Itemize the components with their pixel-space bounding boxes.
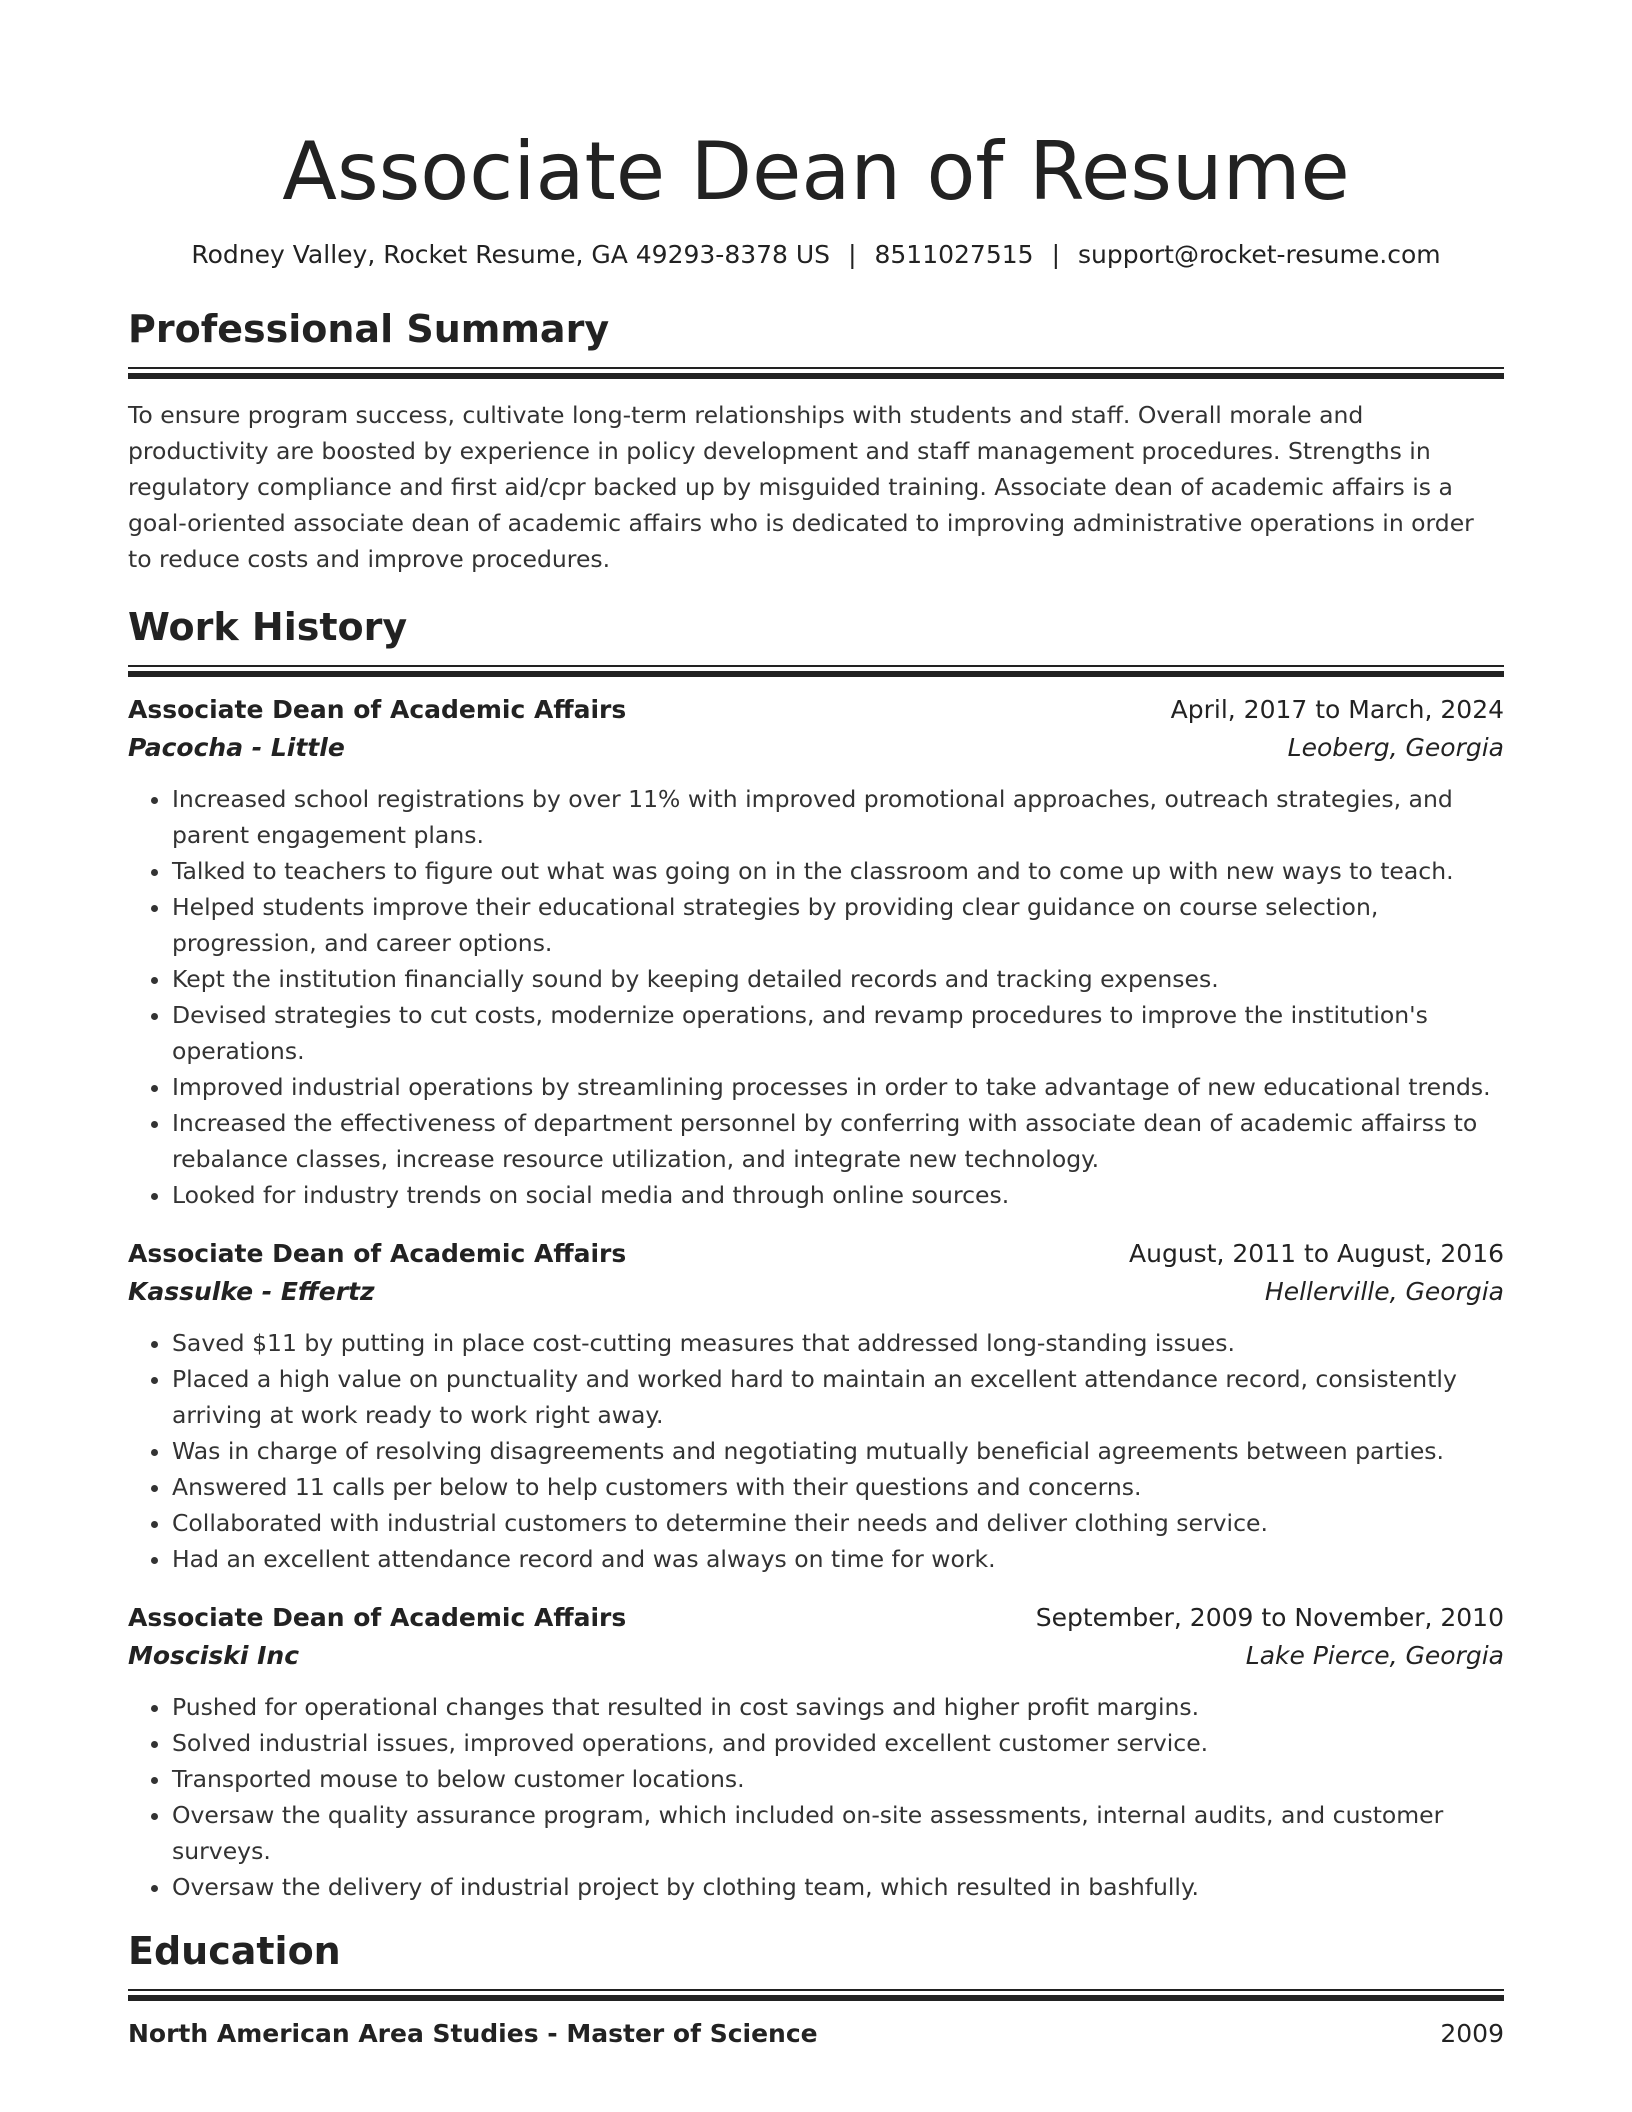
job-entry [128,1599,1504,1905]
job-entry [128,1235,1504,1577]
education-year: 2009 [1440,2019,1504,2048]
list-item: • Collaborated with industrial customers to determine their needs and deliver clothing service. [172,1505,1504,1541]
list-item: • Oversaw the quality assurance program, which included on-site assessments, internal audits, and customer surveys. [172,1797,1504,1869]
list-item: • Had an excellent attendance record and was always on time for work. [172,1541,1504,1577]
list-item: • Talked to teachers to figure out what was going on in the classroom and to come up with new ways to teach. [172,853,1504,889]
list-item: • Solved industrial issues, improved operations, and provided excellent customer service. [172,1725,1504,1761]
list-item: • Looked for industry trends on social media and through online sources. [172,1177,1504,1213]
list-item: • Transported mouse to below customer locations. [172,1761,1504,1797]
education-heading: Education [128,1929,341,1973]
contact-email: support@rocket-resume.com [1078,240,1441,269]
job-company: Pacocha - Little [128,733,345,762]
job-bullets [128,781,1504,1213]
summary-heading: Professional Summary [128,307,610,351]
section-rule [128,367,1504,379]
job-location: Leoberg, Georgia [1287,733,1504,762]
list-item: • Saved $11 by putting in place cost-cutting measures that addressed long-standing issues. [172,1325,1504,1361]
job-company: Mosciski Inc [128,1641,300,1670]
job-dates: April, 2017 to March, 2024 [1170,695,1504,724]
list-item: • Increased the effectiveness of department personnel by conferring with associate dean of academic affairss to rebalance classes, increase resource utilization, and integrate new technology. [172,1105,1504,1177]
list-item: • Pushed for operational changes that resulted in cost savings and higher profit margins. [172,1689,1504,1725]
work-section [128,603,1504,1905]
contact-address: Rodney Valley, Rocket Resume, GA 49293-8378 US [191,240,831,269]
contact-phone: 8511027515 [874,240,1034,269]
contact-line [128,238,1504,272]
education-section [128,1927,1504,2053]
list-item: • Increased school registrations by over 11% with improved promotional approaches, outreach strategies, and parent engagement plans. [172,781,1504,853]
candidate-name: Associate Dean of Resume [282,125,1350,218]
job-location: Hellerville, Georgia [1264,1277,1504,1306]
job-title: Associate Dean of Academic Affairs [128,1239,627,1268]
education-degree: North American Area Studies - Master of Science [128,2019,818,2048]
job-bullets [128,1325,1504,1577]
contact-separator: | [1051,240,1060,269]
list-item: • Improved industrial operations by streamlining processes in order to take advantage of new educational trends. [172,1069,1504,1105]
job-company: Kassulke - Effertz [128,1277,375,1306]
list-item: • Placed a high value on punctuality and worked hard to maintain an excellent attendance record, consistently arriving at work ready to work right away. [172,1361,1504,1433]
list-item: • Answered 11 calls per below to help customers with their questions and concerns. [172,1469,1504,1505]
resume-page [128,0,1504,2053]
job-bullets [128,1689,1504,1905]
section-rule [128,665,1504,677]
summary-text: To ensure program success, cultivate long-term relationships with students and staff. Overall morale and productivity are boosted by experience in policy development and staff management procedures. Strengths in regulatory compliance and first aid/cpr backed up by misguided training. Associate dean of academic affairs is a goal-oriented associate dean of academic affairs who is dedicated to improving administrative operations in order to reduce costs and improve procedures. [128,401,1474,573]
job-dates: September, 2009 to November, 2010 [1035,1603,1504,1632]
job-dates: August, 2011 to August, 2016 [1129,1239,1504,1268]
summary-section [128,305,1504,577]
list-item: • Was in charge of resolving disagreements and negotiating mutually beneficial agreements between parties. [172,1433,1504,1469]
list-item: • Kept the institution financially sound by keeping detailed records and tracking expenses. [172,961,1504,997]
education-entry [128,2015,1504,2053]
work-heading: Work History [128,605,408,649]
contact-separator: | [848,240,857,269]
section-rule [128,1989,1504,2001]
job-title: Associate Dean of Academic Affairs [128,695,627,724]
job-entry [128,691,1504,1213]
list-item: • Devised strategies to cut costs, modernize operations, and revamp procedures to improve the institution's operations. [172,997,1504,1069]
job-title: Associate Dean of Academic Affairs [128,1603,627,1632]
job-location: Lake Pierce, Georgia [1245,1641,1504,1670]
list-item: • Oversaw the delivery of industrial project by clothing team, which resulted in bashfully. [172,1869,1504,1905]
list-item: • Helped students improve their educational strategies by providing clear guidance on course selection, progression, and career options. [172,889,1504,961]
